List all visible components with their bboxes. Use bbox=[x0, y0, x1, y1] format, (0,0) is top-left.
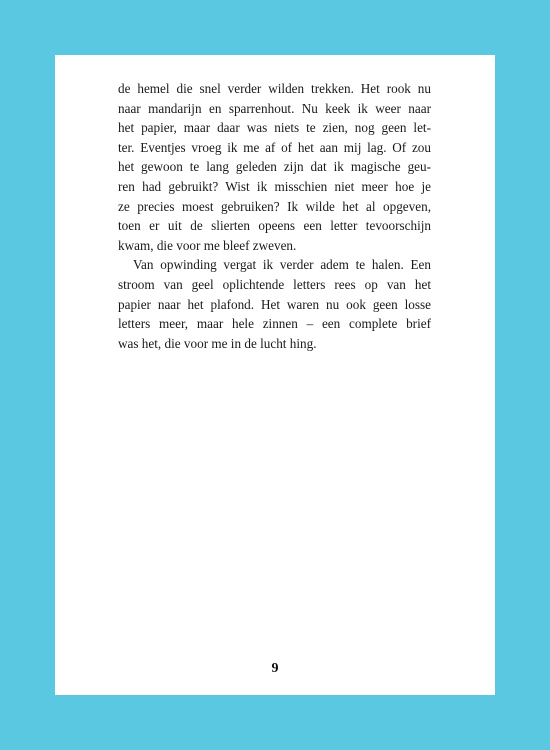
text-line: stroom van geel oplichtende letters rees op van het bbox=[118, 276, 431, 292]
text-line: kwam, die voor me bleef zweven. bbox=[118, 237, 297, 253]
page-number: 9 bbox=[271, 661, 279, 676]
text-line: naar mandarijn en sparrenhout. Nu keek ik weer naar bbox=[118, 100, 431, 116]
text-line: het papier, maar daar was niets te zien, nog geen let- bbox=[118, 120, 431, 136]
paragraph-2 bbox=[118, 255, 431, 353]
book-page bbox=[55, 55, 495, 695]
text-line: Van opwinding vergat ik verder adem te halen. Een bbox=[133, 257, 431, 273]
text-line: papier naar het plafond. Het waren nu ook geen losse bbox=[118, 296, 431, 312]
body-text bbox=[118, 79, 431, 353]
paragraph-1 bbox=[118, 79, 431, 255]
text-line: toen er uit de slierten opeens een letter tevoorschijn bbox=[118, 218, 431, 234]
text-line: het gewoon te lang geleden zijn dat ik magische geu- bbox=[118, 159, 431, 175]
text-line: letters meer, maar hele zinnen – een complete brief bbox=[118, 316, 431, 332]
text-line: was het, die voor me in de lucht hing. bbox=[118, 335, 317, 351]
text-line: ren had gebruikt? Wist ik misschien niet meer hoe je bbox=[118, 178, 431, 194]
text-line: de hemel die snel verder wilden trekken. Het rook nu bbox=[118, 81, 431, 96]
text-line: ze precies moest gebruiken? Ik wilde het al opgeven, bbox=[118, 198, 431, 214]
text-line: ter. Eventjes vroeg ik me af of het aan mij lag. Of zou bbox=[118, 139, 431, 155]
